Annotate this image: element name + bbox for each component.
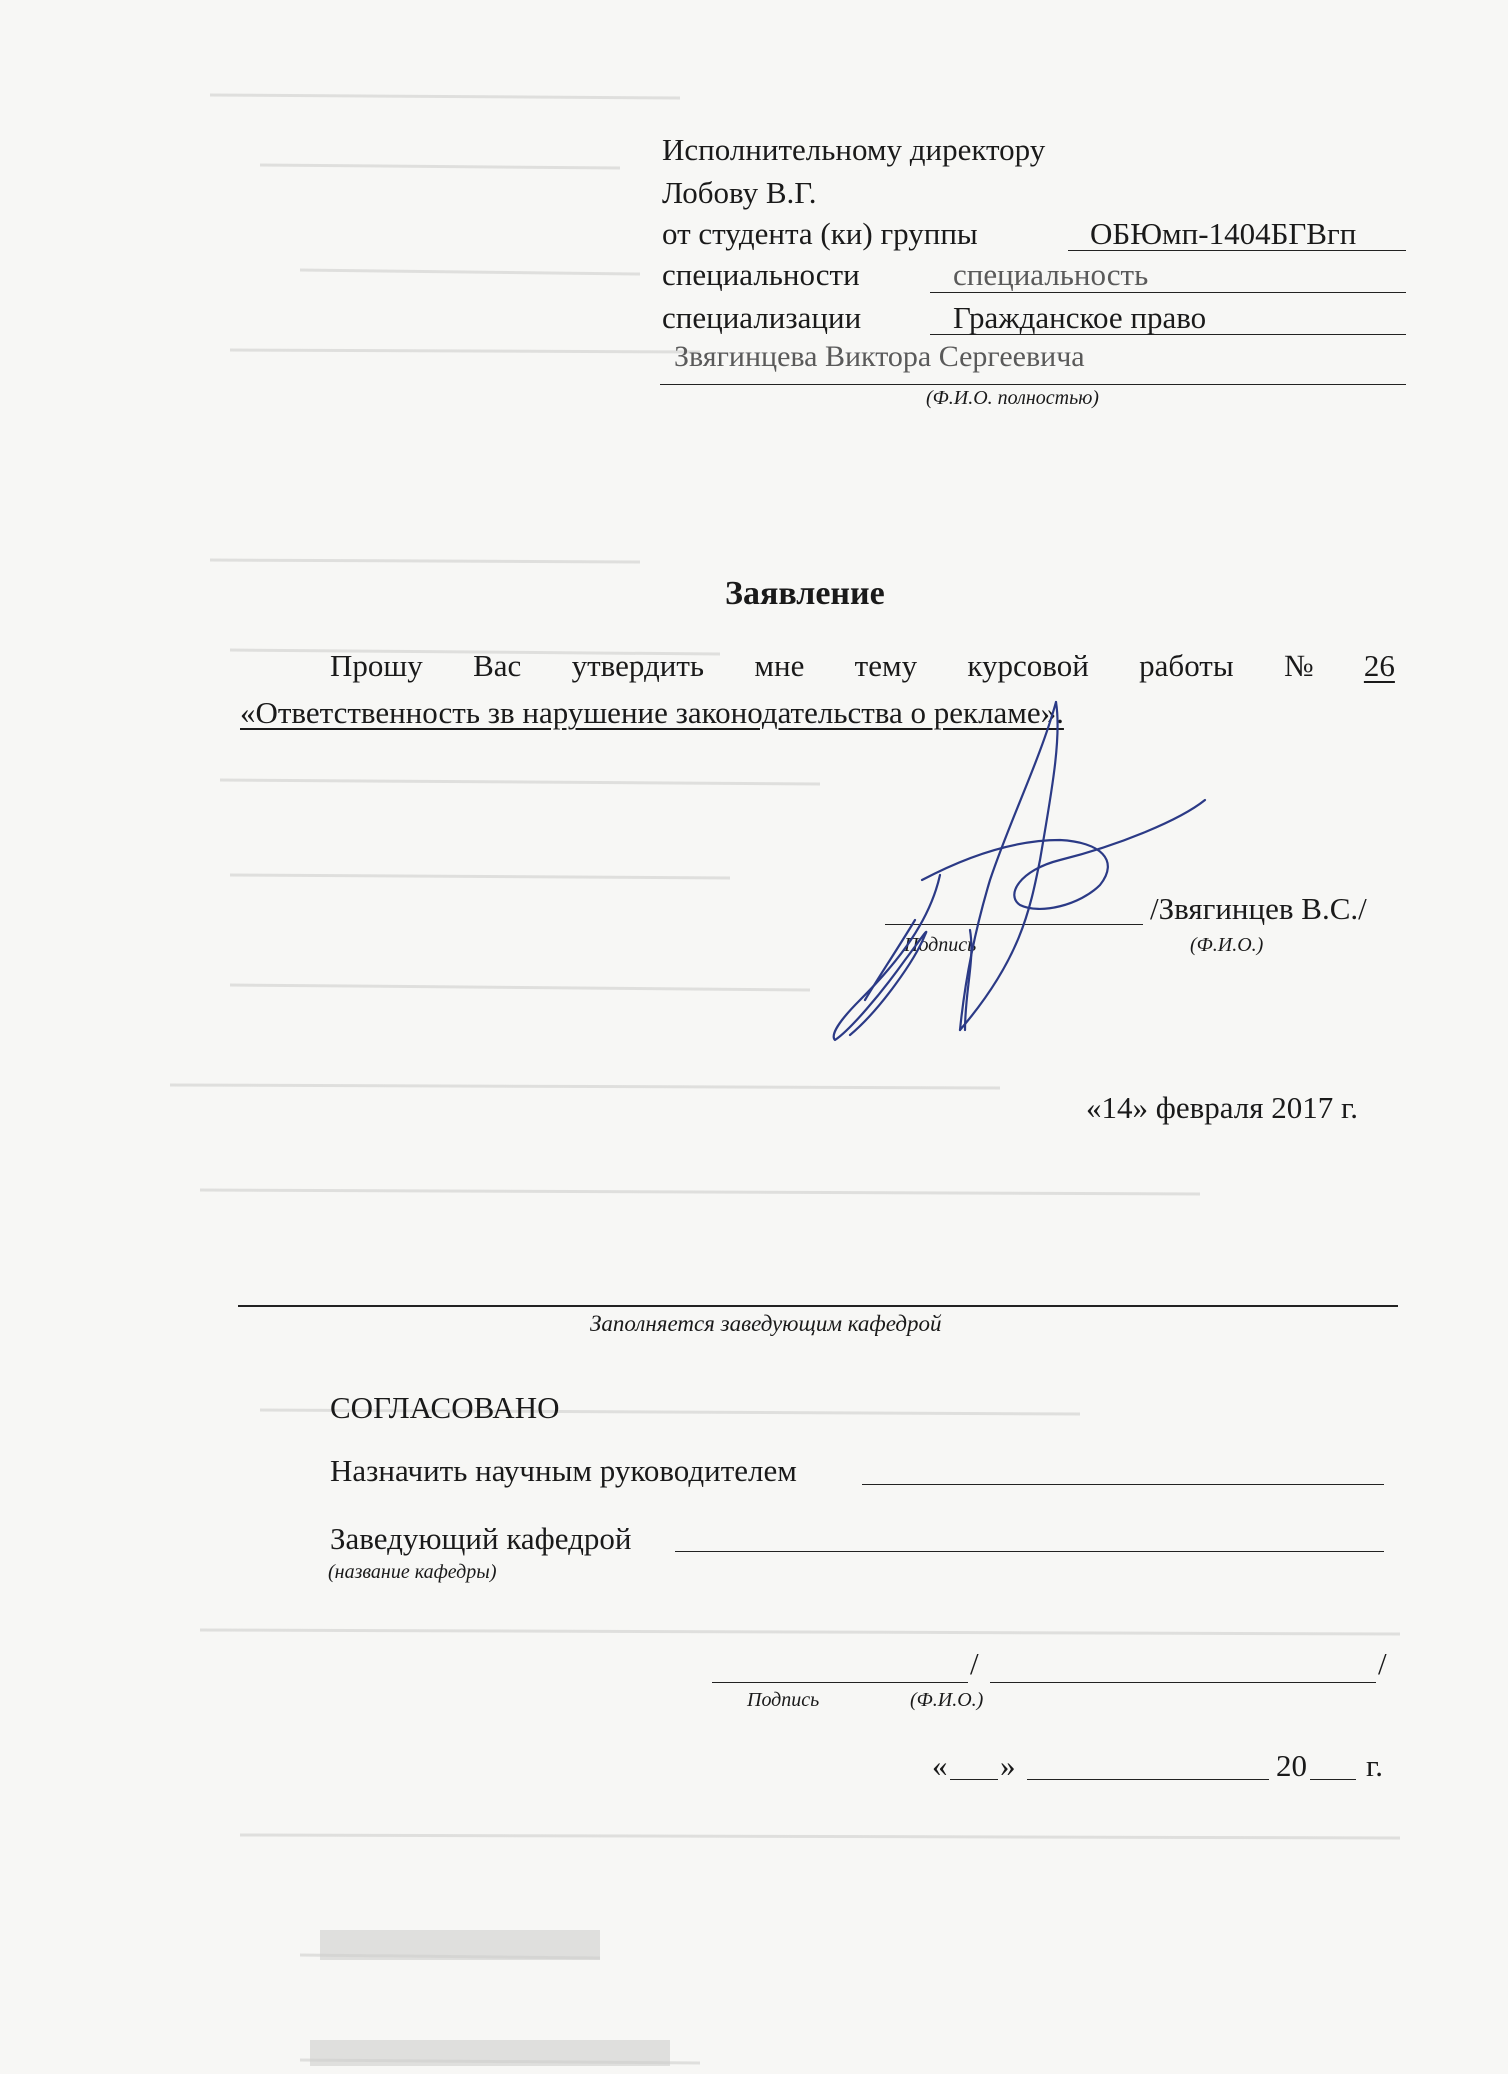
date-close-quote: » — [1000, 1748, 1016, 1783]
year-suffix: г. — [1366, 1748, 1383, 1783]
dept-name-caption: (название кафедры) — [328, 1561, 497, 1583]
group-label: от студента (ки) группы — [662, 216, 978, 251]
head-fio-caption: (Ф.И.О.) — [910, 1689, 984, 1711]
topic-text: «Ответственность зв нарушение законодательства о рекламе». — [240, 695, 1064, 730]
assign-supervisor-label: Назначить научным руководителем — [330, 1453, 797, 1488]
name-caption: (Ф.И.О. полностью) — [926, 387, 1099, 409]
specialty-value: специальность — [953, 257, 1149, 292]
day-field-line — [950, 1779, 998, 1780]
year-field-line — [1310, 1779, 1356, 1780]
addressee-title: Исполнительному директору — [662, 132, 1046, 167]
year-prefix: 20 — [1276, 1748, 1307, 1783]
fio-caption: (Ф.И.О.) — [1190, 934, 1264, 956]
request-word: тему — [854, 648, 918, 683]
section-separator — [238, 1305, 1398, 1307]
request-word: мне — [754, 648, 805, 683]
student-signature-name: /Звягинцев В.С./ — [1150, 891, 1367, 926]
slash-separator: / — [1378, 1646, 1387, 1681]
addressee-name: Лобову В.Г. — [662, 175, 817, 210]
date-open-quote: « — [932, 1748, 948, 1783]
head-of-dept-label: Заведующий кафедрой — [330, 1521, 632, 1556]
specialization-label: специализации — [662, 300, 862, 335]
request-word: утвердить — [571, 648, 705, 683]
request-word: Вас — [473, 648, 522, 683]
request-word: работы — [1139, 648, 1234, 683]
head-fio-line — [990, 1682, 1376, 1683]
head-of-dept-field-line — [675, 1551, 1384, 1552]
application-date: «14» февраля 2017 г. — [1086, 1090, 1358, 1125]
signature-caption: Подпись — [904, 934, 977, 956]
group-value: ОБЮмп-1404БГВгп — [1090, 216, 1357, 251]
slash-separator: / — [970, 1646, 979, 1681]
month-field-line — [1027, 1779, 1269, 1780]
supervisor-field-line — [862, 1484, 1384, 1485]
head-signature-line — [712, 1682, 968, 1683]
specialization-value: Гражданское право — [953, 300, 1207, 335]
specialty-label: специальности — [662, 257, 860, 292]
approved-label: СОГЛАСОВАНО — [330, 1390, 560, 1425]
head-signature-caption: Подпись — [747, 1689, 820, 1711]
student-name: Звягинцева Виктора Сергеевича — [674, 340, 1085, 373]
request-word: курсовой — [967, 648, 1089, 683]
request-word: № — [1283, 648, 1314, 683]
topic-number: 26 — [1363, 648, 1395, 683]
document-title: Заявление — [725, 575, 885, 612]
request-word: Прошу — [330, 648, 423, 683]
head-section-caption: Заполняется заведующим кафедрой — [590, 1311, 942, 1336]
